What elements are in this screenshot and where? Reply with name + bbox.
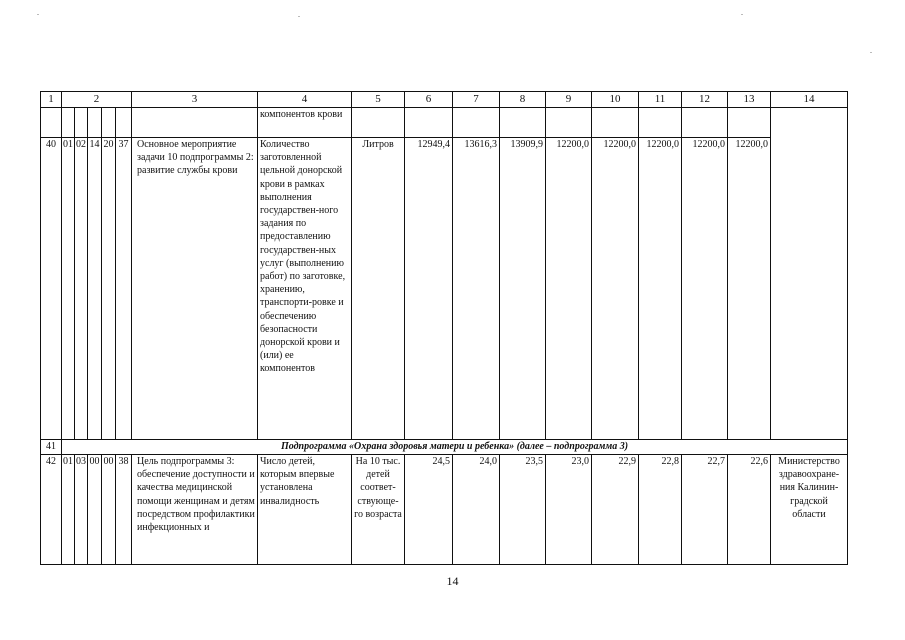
subprogram-title: Подпрограмма «Охрана здоровья матери и ребенка» (далее – подпрограмма 3) bbox=[62, 440, 848, 455]
section-row bbox=[41, 440, 848, 455]
scan-speck bbox=[870, 52, 872, 53]
value-cell: 12200,0 bbox=[592, 138, 639, 440]
value-cell: 12200,0 bbox=[728, 138, 771, 440]
value-cell: 24,0 bbox=[453, 455, 500, 565]
header-cell: 12 bbox=[682, 92, 728, 108]
header-cell: 13 bbox=[728, 92, 771, 108]
header-cell: 2 bbox=[62, 92, 132, 108]
code-cell: 02 bbox=[75, 138, 88, 440]
indicator-cell: Количество заготовленной цельной донорской крови в рамках выполнения государствен-ного задания по предоставлению государствен-ных услуг (выполнению работ) по заготовке, хранению, транспорти-ровке и обеспечению безопасности донорской крови и (или) ее компонентов bbox=[258, 138, 352, 440]
code-cell: 20 bbox=[102, 138, 116, 440]
executor-cell bbox=[771, 108, 848, 440]
name-cell: Основное мероприятие задачи 10 подпрограммы 2: развитие службы крови bbox=[132, 138, 258, 440]
row-number: 42 bbox=[41, 455, 62, 565]
page-number: 14 bbox=[446, 574, 459, 588]
code-cell: 00 bbox=[88, 455, 102, 565]
indicator-cell: Число детей, которым впервые установлена инвалидность bbox=[258, 455, 352, 565]
continuation-row bbox=[41, 108, 848, 138]
value-cell: 22,9 bbox=[592, 455, 639, 565]
header-cell: 11 bbox=[639, 92, 682, 108]
code-cell: 01 bbox=[62, 138, 75, 440]
row-number: 40 bbox=[41, 138, 62, 440]
header-cell: 14 bbox=[771, 92, 848, 108]
value-cell: 24,5 bbox=[405, 455, 453, 565]
scan-speck bbox=[37, 14, 39, 15]
value-cell: 22,7 bbox=[682, 455, 728, 565]
value-cell: 22,6 bbox=[728, 455, 771, 565]
header-cell: 10 bbox=[592, 92, 639, 108]
executor-cell: Министерство здравоохране-ния Калинин-градской области bbox=[771, 455, 848, 565]
value-cell: 12949,4 bbox=[405, 138, 453, 440]
row-number: 41 bbox=[41, 440, 62, 455]
unit-cell: Литров bbox=[352, 138, 405, 440]
code-cell: 03 bbox=[75, 455, 88, 565]
header-cell: 4 bbox=[258, 92, 352, 108]
header-cell: 5 bbox=[352, 92, 405, 108]
header-cell: 9 bbox=[546, 92, 592, 108]
indicator-cell: компонентов крови bbox=[258, 108, 352, 138]
scan-speck bbox=[298, 16, 300, 17]
code-cell: 38 bbox=[116, 455, 132, 565]
code-cell: 14 bbox=[88, 138, 102, 440]
code-cell: 37 bbox=[116, 138, 132, 440]
table-row bbox=[41, 138, 848, 440]
program-table bbox=[40, 91, 848, 565]
table-row bbox=[41, 455, 848, 565]
header-cell: 1 bbox=[41, 92, 62, 108]
value-cell: 13616,3 bbox=[453, 138, 500, 440]
header-cell: 8 bbox=[500, 92, 546, 108]
value-cell: 22,8 bbox=[639, 455, 682, 565]
header-cell: 3 bbox=[132, 92, 258, 108]
value-cell: 12200,0 bbox=[639, 138, 682, 440]
code-cell: 00 bbox=[102, 455, 116, 565]
value-cell: 12200,0 bbox=[546, 138, 592, 440]
scan-speck bbox=[741, 14, 743, 15]
value-cell: 23,0 bbox=[546, 455, 592, 565]
name-cell: Цель подпрограммы 3: обеспечение доступности и качества медицинской помощи женщинам и детям посредством профилактики инфекционных и bbox=[132, 455, 258, 565]
code-cell: 01 bbox=[62, 455, 75, 565]
value-cell: 13909,9 bbox=[500, 138, 546, 440]
header-row bbox=[41, 92, 848, 108]
header-cell: 6 bbox=[405, 92, 453, 108]
unit-cell: На 10 тыс. детей соответ-ствующе-го возраста bbox=[352, 455, 405, 565]
value-cell: 23,5 bbox=[500, 455, 546, 565]
header-cell: 7 bbox=[453, 92, 500, 108]
value-cell: 12200,0 bbox=[682, 138, 728, 440]
